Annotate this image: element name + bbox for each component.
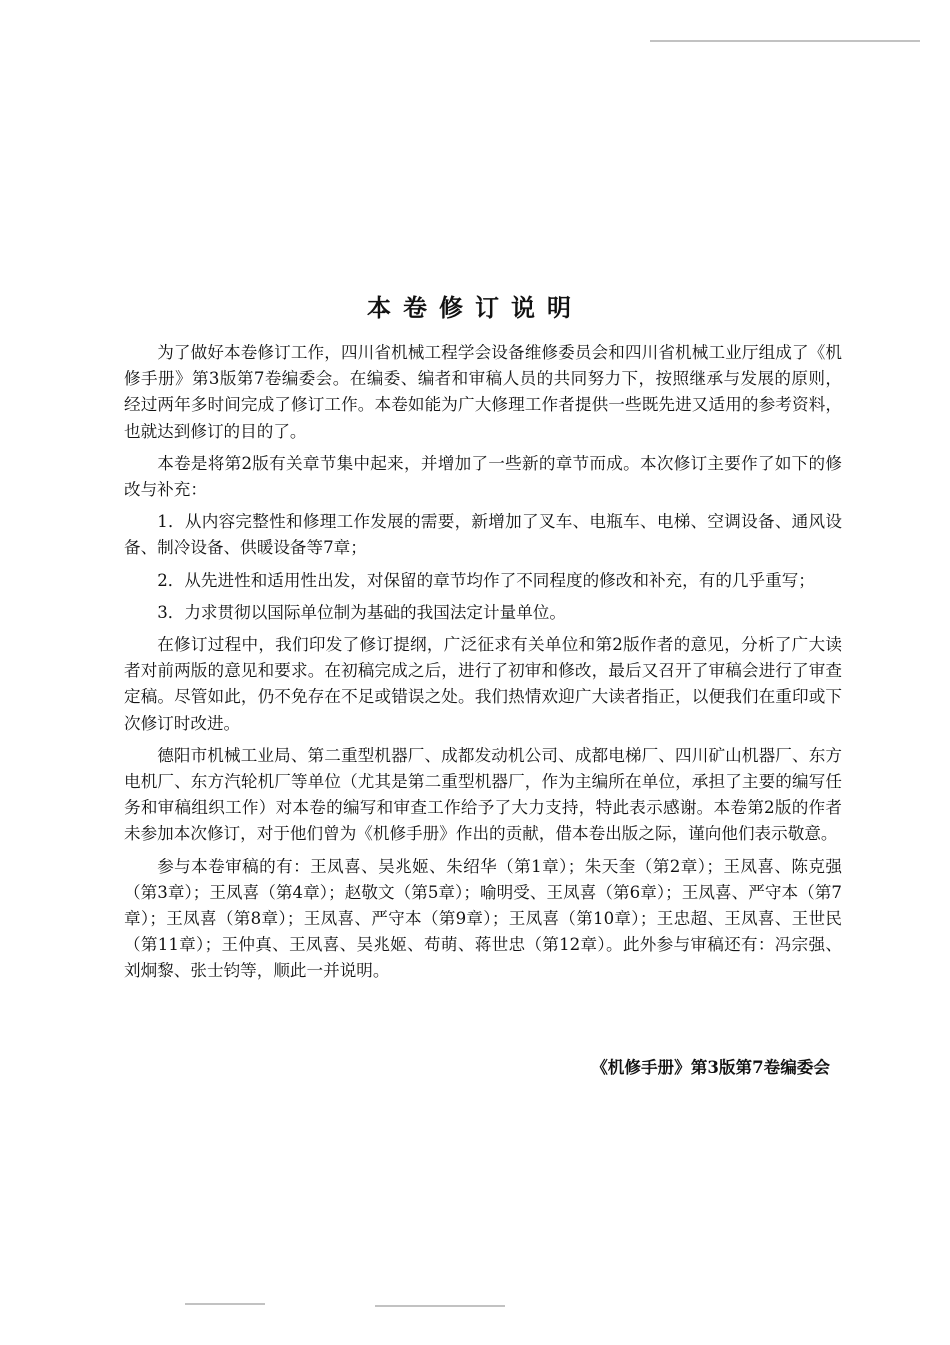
paragraph-summary: 本卷是将第2版有关章节集中起来，并增加了一些新的章节而成。本次修订主要作了如下的修改与补充： <box>124 453 842 500</box>
paragraph-reviewers: 参与本卷审稿的有：王凤喜、吴兆姬、朱绍华（第1章）；朱天奎（第2章）；王凤喜、陈克强（第3章）；王凤喜（第4章）；赵敬文（第5章）；喻明受、王凤喜（第6章）；王凤喜、严守本（第7章）；王凤喜（第8章）；王凤喜、严守本（第9章）；王凤喜（第10章）；王忠超、王凤喜、王世民（第11章）；王仲真、王凤喜、吴兆姬、苟萌、蒋世忠（第12章）。此外参与审稿还有：冯宗强、刘炯黎、张士钧等，顺此一并说明。 <box>124 856 842 981</box>
scan-artifact-top <box>650 40 920 42</box>
scan-artifact-bottom-right <box>375 1305 505 1307</box>
paragraph-intro: 为了做好本卷修订工作，四川省机械工程学会设备维修委员会和四川省机械工业厅组成了《机修手册》第3版第7卷编委会。在编委、编者和审稿人员的共同努力下，按照继承与发展的原则，经过两年多时间完成了修订工作。本卷如能为广大修理工作者提供一些既先进又适用的参考资料，也就达到修订的目的了。 <box>124 343 842 441</box>
list-item-3: 3．力求贯彻以国际单位制为基础的我国法定计量单位。 <box>157 602 566 622</box>
signature: 《机修手册》第3版第7卷编委会 <box>591 1057 830 1077</box>
scan-artifact-bottom-left <box>185 1303 265 1305</box>
list-item-1: 1．从内容完整性和修理工作发展的需要，新增加了叉车、电瓶车、电梯、空调设备、通风设备、制冷设备、供暖设备等7章； <box>124 512 842 558</box>
list-item-2: 2．从先进性和适用性出发，对保留的章节均作了不同程度的修改和补充，有的几乎重写； <box>157 570 815 590</box>
paragraph-acknowledgement: 德阳市机械工业局、第二重型机器厂、成都发动机公司、成都电梯厂、四川矿山机器厂、东方电机厂、东方汽轮机厂等单位（尤其是第二重型机器厂，作为主编所在单位，承担了主要的编写任务和审稿组织工作）对本卷的编写和审查工作给予了大力支持，特此表示感谢。本卷第2版的作者未参加本次修订，对于他们曾为《机修手册》作出的贡献，借本卷出版之际，谨向他们表示敬意。 <box>124 745 842 844</box>
body-text <box>124 340 842 991</box>
page-title: 本卷修订说明 <box>367 294 583 322</box>
paragraph-process: 在修订过程中，我们印发了修订提纲，广泛征求有关单位和第2版作者的意见，分析了广大读者对前两版的意见和要求。在初稿完成之后，进行了初审和修改，最后又召开了审稿会进行了审查定稿。尽管如此，仍不免存在不足或错误之处。我们热情欢迎广大读者指正，以便我们在重印或下次修订时改进。 <box>124 635 842 733</box>
